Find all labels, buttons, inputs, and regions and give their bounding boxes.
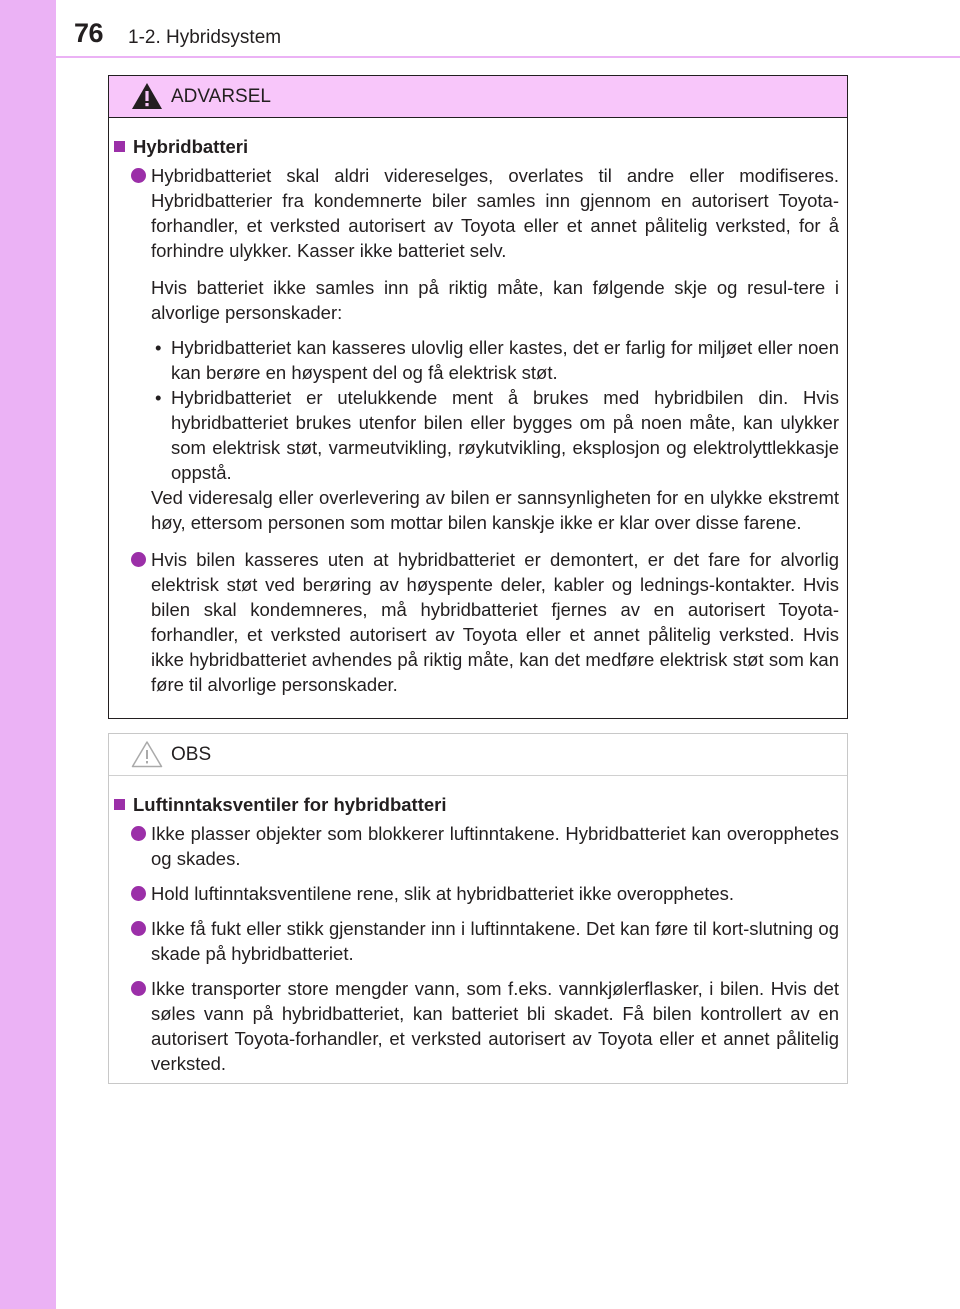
- notice-item-text: Ikke plasser objekter som blokkerer luftinntakene. Hybridbatteriet kan overopphetes og skades.: [151, 823, 839, 869]
- notice-heading-text: Luftinntaksventiler for hybridbatteri: [133, 794, 447, 815]
- notice-item: [109, 976, 839, 1076]
- circle-bullet-icon: [131, 886, 146, 901]
- warning-sub-bullet-text: Hybridbatteriet er utelukkende ment å brukes med hybridbilen din. Hvis hybridbatteriet brukes utenfor bilen eller bygges om på noen måte, kan ulykker som elektrisk støt, varmeutvikling, røykutvikling, eksplosjon og elektrolyttlekkasje oppstå.: [171, 387, 839, 483]
- warning-item-text: Hybridbatteriet skal aldri videreselges, overlates til andre eller modifiseres. Hybridbatterier fra kondemnerte biler samles inn gjennom en autorisert Toyota-forhandler, et verksted autorisert av Toyota eller et annet pålitelig verksted, for å forhindre ulykker. Kasser ikke batteriet selv.: [151, 165, 839, 261]
- caution-triangle-icon: [131, 740, 163, 768]
- page-number: 76: [74, 18, 104, 48]
- notice-item-text: Ikke få fukt eller stikk gjenstander inn i luftinntakene. Det kan føre til kort-slutning og skade på hybridbatteriet.: [151, 918, 839, 964]
- header-divider: [56, 56, 960, 58]
- notice-item: [109, 881, 839, 906]
- notice-box: [108, 733, 848, 1084]
- notice-label: OBS: [171, 744, 212, 765]
- square-bullet-icon: [114, 141, 125, 152]
- warning-sub-bullet-text: Hybridbatteriet kan kasseres ulovlig eller kastes, det er farlig for miljøet eller noen kan berøre en høyspent del og få elektrisk støt.: [171, 337, 839, 383]
- warning-box-header: [109, 76, 847, 118]
- circle-bullet-icon: [131, 981, 146, 996]
- notice-item: [109, 916, 839, 966]
- side-tab-strip: [0, 0, 56, 1309]
- notice-heading: [109, 792, 839, 817]
- square-bullet-icon: [114, 799, 125, 810]
- warning-item-text: Hvis bilen kasseres uten at hybridbatteriet er demontert, er det fare for alvorlig elektrisk støt ved berøring av høyspente deler, kabler og lednings-kontakter. Hvis bilen skal kondemneres, må hybridbatteriet fjernes av en autorisert Toyota-forhandler, et verksted autorisert av Toyota eller et annet pålitelig verksted. Hvis ikke hybridbatteriet avhendes på riktig måte, kan det medføre elektrisk støt som kan føre til alvorlige personskader.: [151, 549, 839, 695]
- bullet-dot-icon: •: [155, 337, 162, 358]
- warning-item: [109, 163, 839, 263]
- notice-box-header: [109, 734, 847, 776]
- warning-sub-bullet: [109, 385, 839, 485]
- notice-item: [109, 821, 839, 871]
- circle-bullet-icon: [131, 826, 146, 841]
- notice-body: [109, 776, 847, 1076]
- warning-box: [108, 75, 848, 719]
- warning-body: [109, 118, 847, 697]
- warning-label: ADVARSEL: [171, 86, 271, 107]
- circle-bullet-icon: [131, 168, 146, 183]
- circle-bullet-icon: [131, 552, 146, 567]
- warning-heading-text: Hybridbatteri: [133, 136, 249, 157]
- warning-paragraph: Ved videresalg eller overlevering av bilen er sannsynligheten for en ulykke ekstremt høy, ettersom personen som mottar bilen kanskje ikke er klar over disse farene.: [151, 487, 839, 533]
- circle-bullet-icon: [131, 921, 146, 936]
- warning-sub-bullet: [109, 335, 839, 385]
- bullet-dot-icon: •: [155, 387, 162, 408]
- section-title: 1-2. Hybridsystem: [128, 27, 282, 48]
- warning-item: [109, 547, 839, 697]
- notice-item-text: Ikke transporter store mengder vann, som f.eks. vannkjølerflasker, i bilen. Hvis det søles vann på hybridbatteriet, kan batteriet bli skadet. Få bilen kontrollert av en autorisert Toyota-forhandler, et verksted autorisert av Toyota eller et annet pålitelig verksted.: [151, 978, 839, 1074]
- warning-triangle-icon: [131, 82, 163, 110]
- notice-item-text: Hold luftinntaksventilene rene, slik at hybridbatteriet ikke overopphetes.: [151, 883, 735, 904]
- warning-paragraph: Hvis batteriet ikke samles inn på riktig måte, kan følgende skje og resul-tere i alvorlige personskader:: [151, 277, 839, 323]
- warning-heading: [109, 134, 839, 159]
